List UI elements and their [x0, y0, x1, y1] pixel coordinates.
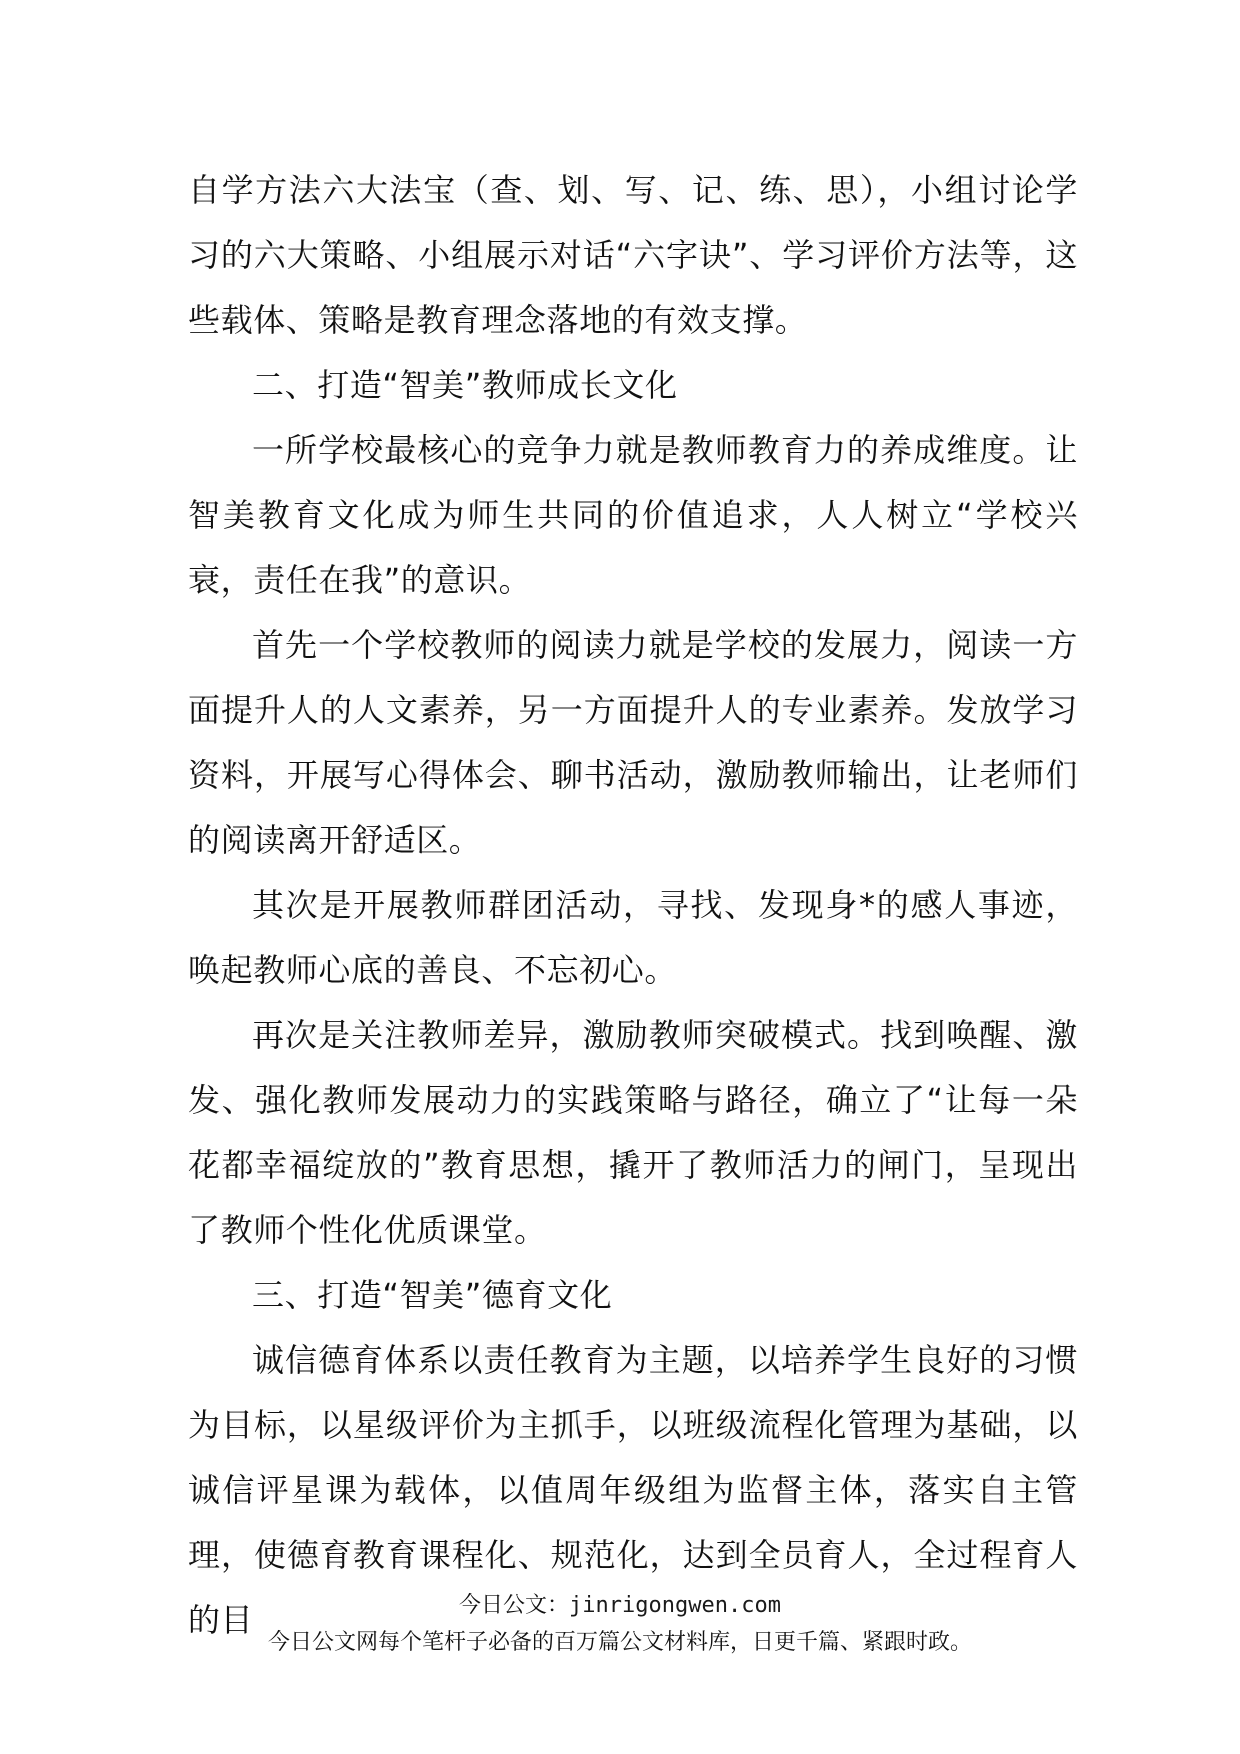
paragraph-1: 自学方法六大法宝（查、划、写、记、练、思），小组讨论学习的六大策略、小组展示对话“六字诀”、学习评价方法等，这些载体、策略是教育理念落地的有效支撑。 — [188, 171, 1078, 339]
paragraph-5: 其次是开展教师群团活动，寻找、发现身*的感人事迹，唤起教师心底的善良、不忘初心。 — [188, 886, 1078, 989]
document-body — [188, 158, 1078, 1653]
footer-tagline: 今日公文网每个笔杆子必备的百万篇公文材料库，日更千篇、紧跟时政。 — [267, 1630, 972, 1655]
paragraph-4: 首先一个学校教师的阅读力就是学校的发展力，阅读一方面提升人的人文素养，另一方面提升人的专业素养。发放学习资料，开展写心得体会、聊书活动，激励教师输出，让老师们的阅读离开舒适区。 — [188, 626, 1078, 859]
paragraph-6: 再次是关注教师差异，激励教师突破模式。找到唤醒、激发、强化教师发展动力的实践策略与路径，确立了“让每一朵花都幸福绽放的”教育思想，撬开了教师活力的闸门，呈现出了教师个性化优质课堂。 — [188, 1016, 1078, 1249]
section-heading-2: 二、打造“智美”教师成长文化 — [252, 366, 678, 404]
paragraph-3: 一所学校最核心的竞争力就是教师教育力的养成维度。让智美教育文化成为师生共同的价值追求，人人树立“学校兴衰，责任在我”的意识。 — [188, 431, 1078, 599]
footer-label: 今日公文： — [459, 1593, 570, 1618]
footer-source — [0, 1588, 1240, 1619]
paragraph-8: 诚信德育体系以责任教育为主题，以培养学生良好的习惯为目标，以星级评价为主抓手，以班级流程化管理为基础，以诚信评星课为载体，以值周年级组为监督主体，落实自主管理，使德育教育课程化、规范化，达到全员育人，全过程育人的目 — [188, 1341, 1078, 1639]
section-heading-3: 三、打造“智美”德育文化 — [252, 1276, 613, 1314]
footer-url-link[interactable]: jinrigongwen.com — [569, 1593, 781, 1618]
